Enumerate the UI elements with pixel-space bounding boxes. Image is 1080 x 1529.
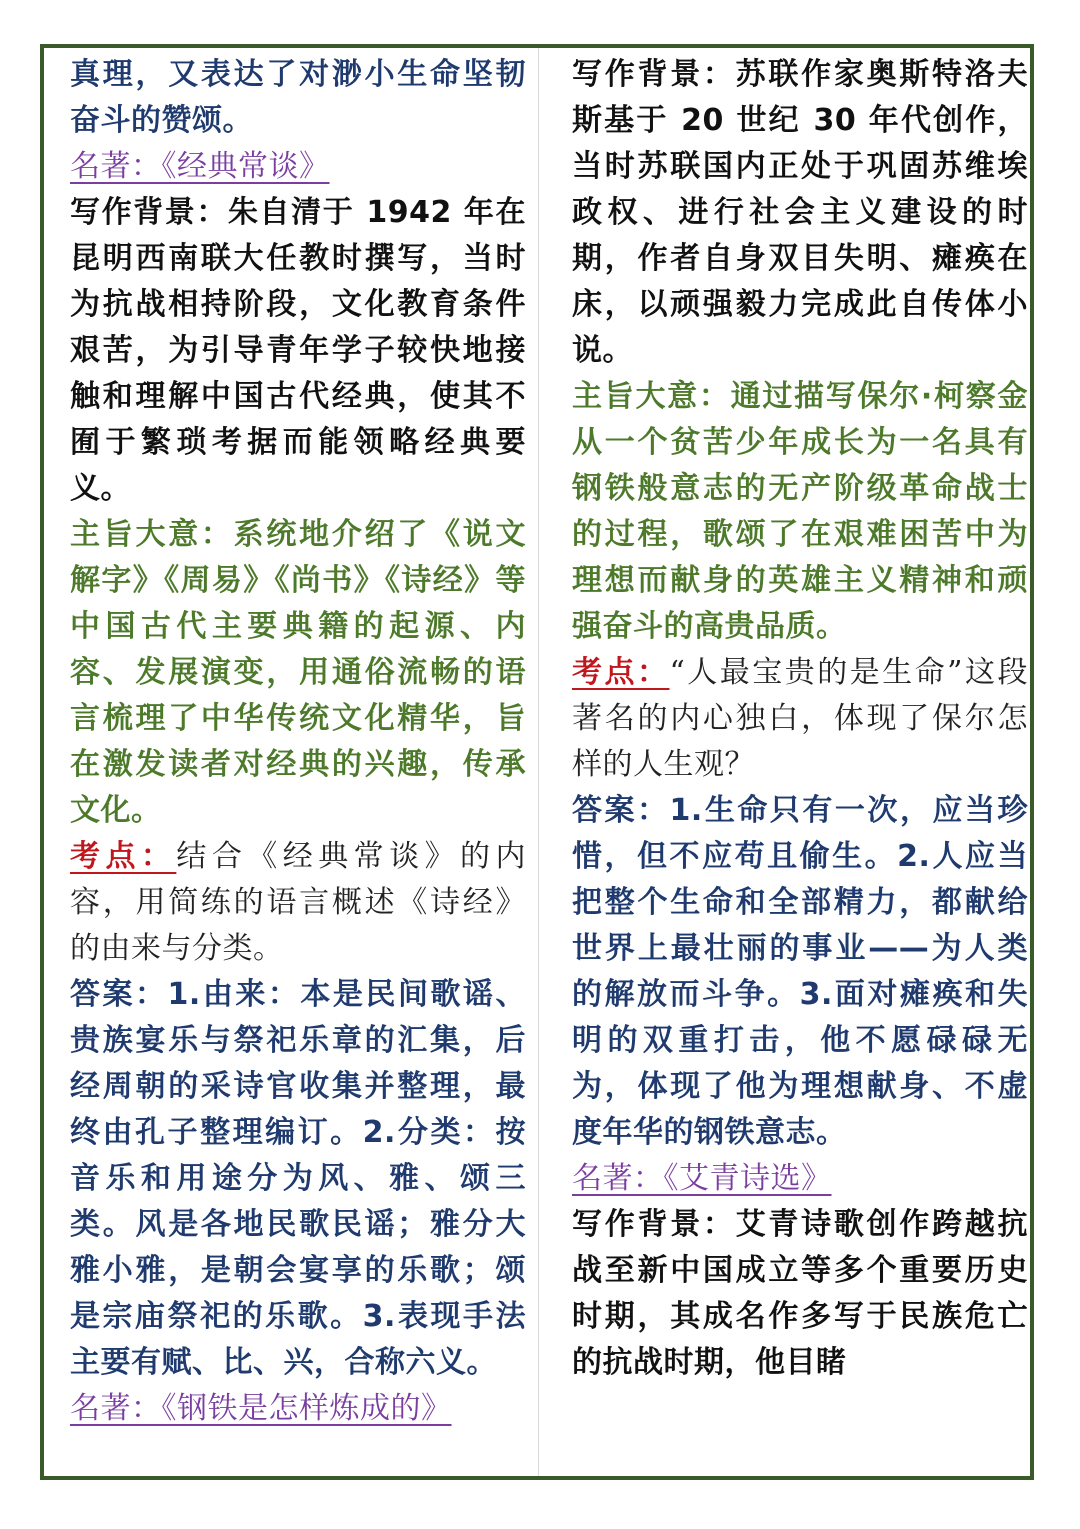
book1-background: 写作背景：朱自清于 1942 年在昆明西南联大任教时撰写，当时为抗战相持阶段，文化教育条件艰苦，为引导青年学子较快地接触和理解中国古代经典，使其不囿于繁琐考据而能领略经典要义。 bbox=[70, 195, 526, 506]
book1-theme: 主旨大意：系统地介绍了《说文解字》《周易》《尚书》《诗经》等中国古代主要典籍的起源、内容、发展演变，用通俗流畅的语言梳理了中华传统文化精华，旨在激发读者对经典的兴趣，传承文化。 bbox=[70, 517, 526, 828]
right-column bbox=[572, 52, 1028, 1386]
left-column bbox=[70, 52, 526, 1432]
intro-text: 真理，又表达了对渺小生命坚韧奋斗的赞颂。 bbox=[70, 57, 526, 138]
book-title-aiqing-shixuan: 名著：《艾青诗选》 bbox=[572, 1161, 832, 1196]
book3-background: 写作背景：艾青诗歌创作跨越抗战至新中国成立等多个重要历史时期，其成名作多写于民族危亡的抗战时期，他目睹 bbox=[572, 1207, 1028, 1380]
kaodian-question: 结合《经典常谈》的内容，用简练的语言概述《诗经》的由来与分类。 bbox=[70, 839, 526, 966]
kaodian-label: 考点： bbox=[70, 839, 177, 874]
book2-background: 写作背景：苏联作家奥斯特洛夫斯基于 20 世纪 30 年代创作，当时苏联国内正处于巩固苏维埃政权、进行社会主义建设的时期，作者自身双目失明、瘫痪在床，以顽强毅力完成此自传体小说。 bbox=[572, 57, 1028, 368]
book1-answer: 答案：1.由来：本是民间歌谣、贵族宴乐与祭祀乐章的汇集，后经周朝的采诗官收集并整理，最终由孔子整理编订。2.分类：按音乐和用途分为风、雅、颂三类。风是各地民歌民谣；雅分大雅小雅，是朝会宴享的乐歌；颂是宗庙祭祀的乐歌。3.表现手法主要有赋、比、兴，合称六义。 bbox=[70, 977, 526, 1380]
kaodian-question: “人最宝贵的是生命”这段著名的内心独白，体现了保尔怎样的人生观？ bbox=[572, 655, 1028, 782]
book1-kaodian bbox=[70, 834, 526, 972]
book2-answer: 答案：1.生命只有一次，应当珍惜，但不应苟且偷生。2.人应当把整个生命和全部精力，都献给世界上最壮丽的事业——为人类的解放而斗争。3.面对瘫痪和失明的双重打击，他不愿碌碌无为，体现了他为理想献身、不虚度年华的钢铁意志。 bbox=[572, 793, 1028, 1150]
book2-theme: 主旨大意：通过描写保尔·柯察金从一个贫苦少年成长为一名具有钢铁般意志的无产阶级革命战士的过程，歌颂了在艰难困苦中为理想而献身的英雄主义精神和顽强奋斗的高贵品质。 bbox=[572, 379, 1028, 644]
book2-kaodian bbox=[572, 650, 1028, 788]
kaodian-label: 考点： bbox=[572, 655, 670, 690]
column-divider bbox=[538, 48, 539, 1476]
book-title-gangtie: 名著：《钢铁是怎样炼成的》 bbox=[70, 1391, 452, 1426]
book-title-jingdian-changtan: 名著：《经典常谈》 bbox=[70, 149, 330, 184]
